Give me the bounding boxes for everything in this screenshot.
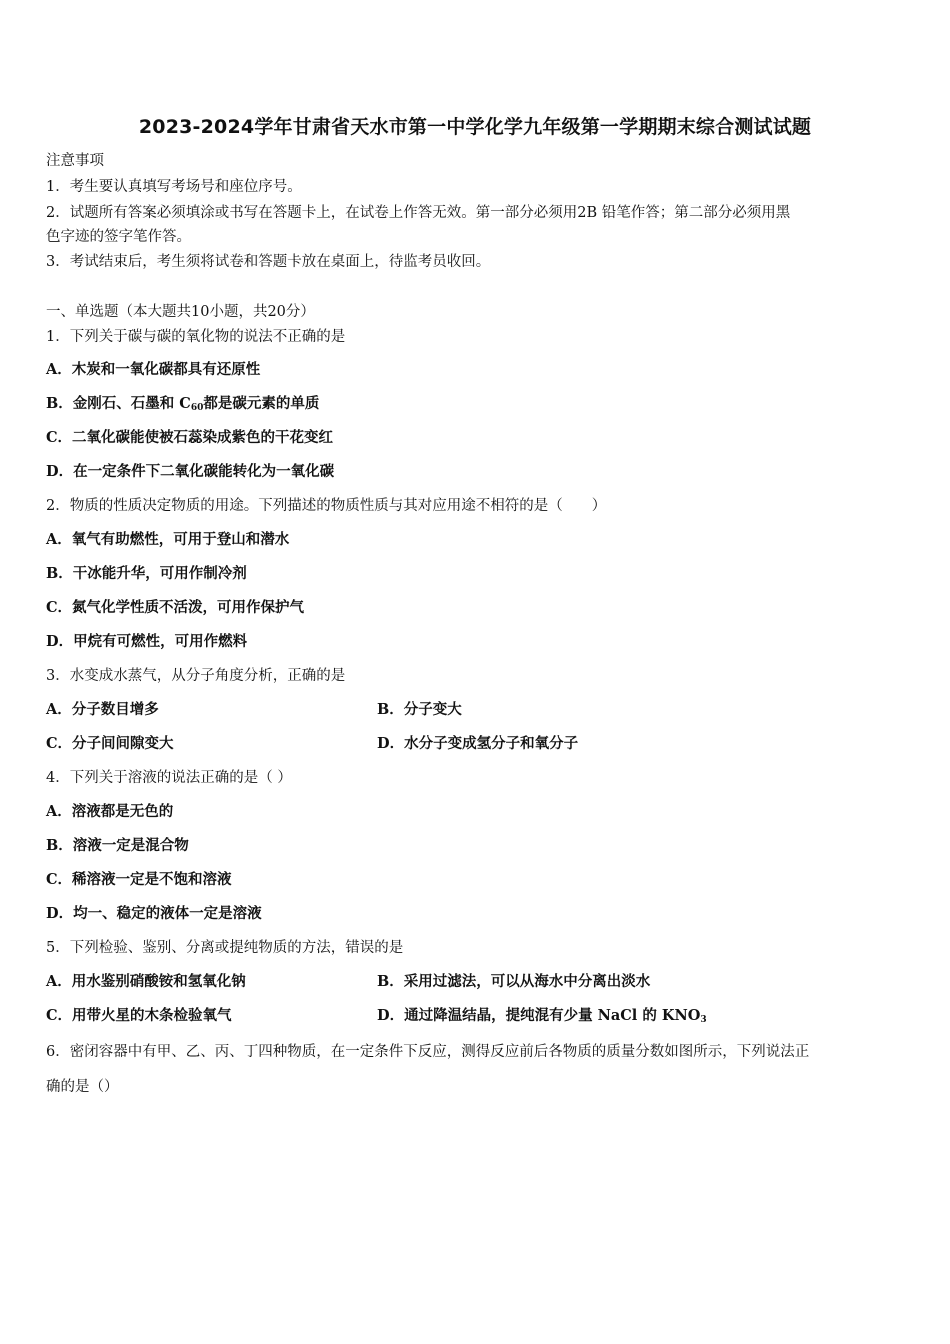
q5-option-d bbox=[377, 1006, 707, 1030]
q1-option-d: D．在一定条件下二氧化碳能转化为一氧化碳 bbox=[46, 463, 335, 480]
q5-option-d-text: D．通过降温结晶，提纯混有少量 NaCl 的 KNO bbox=[377, 1007, 701, 1024]
q2-option-c: C．氮气化学性质不活泼，可用作保护气 bbox=[46, 599, 305, 616]
q1-option-c: C．二氧化碳能使被石蕊染成紫色的干花变红 bbox=[46, 429, 334, 446]
q1-option-b-tail: 都是碳元素的单质 bbox=[203, 395, 320, 412]
question-2-stem: 2．物质的性质决定物质的用途。下列描述的物质性质与其对应用途不相符的是（ ） bbox=[46, 498, 607, 514]
notice-item-2: 2．试题所有答案必须填涂或书写在答题卡上，在试卷上作答无效。第一部分必须用2B 铅笔作答；第二部分必须用黑 bbox=[46, 205, 791, 221]
q5-option-b: B．采用过滤法，可以从海水中分离出淡水 bbox=[377, 973, 651, 990]
q3-option-b: B．分子变大 bbox=[377, 701, 462, 718]
q1-option-a: A．木炭和一氧化碳都具有还原性 bbox=[46, 361, 261, 378]
q5-option-c: C．用带火星的木条检验氧气 bbox=[46, 1007, 232, 1024]
question-1-stem: 1．下列关于碳与碳的氧化物的说法不正确的是 bbox=[46, 329, 346, 345]
q5-option-a: A．用水鉴别硝酸铵和氢氧化钠 bbox=[46, 973, 246, 990]
question-4-stem: 4．下列关于溶液的说法正确的是（ ） bbox=[46, 770, 292, 786]
question-6-stem-line1: 6．密闭容器中有甲、乙、丙、丁四种物质，在一定条件下反应，测得反应前后各物质的质量分数如图所示，下列说法正 bbox=[46, 1044, 810, 1060]
notice-item-2-cont: 色字迹的签字笔作答。 bbox=[46, 229, 191, 245]
q5-option-d-sub: 3 bbox=[700, 1015, 707, 1025]
q4-option-c: C．稀溶液一定是不饱和溶液 bbox=[46, 871, 232, 888]
question-3-stem: 3．水变成水蒸气，从分子角度分析，正确的是 bbox=[46, 668, 346, 684]
q1-option-b bbox=[46, 394, 319, 418]
question-6-stem-line2: 确的是（） bbox=[46, 1079, 119, 1095]
notice-heading: 注意事项 bbox=[46, 153, 104, 169]
q3-option-c: C．分子间间隙变大 bbox=[46, 735, 174, 752]
q4-option-b: B．溶液一定是混合物 bbox=[46, 837, 189, 854]
q1-option-b-text: B．金刚石、石墨和 C bbox=[46, 395, 191, 412]
q1-option-b-sub: 60 bbox=[190, 403, 204, 413]
q3-option-d: D．水分子变成氢分子和氧分子 bbox=[377, 735, 579, 752]
q4-option-d: D．均一、稳定的液体一定是溶液 bbox=[46, 905, 262, 922]
page-title: 2023-2024学年甘肃省天水市第一中学化学九年级第一学期期末综合测试试题 bbox=[138, 116, 812, 138]
q4-option-a: A．溶液都是无色的 bbox=[46, 803, 174, 820]
section-heading: 一、单选题（本大题共10小题，共20分） bbox=[46, 304, 315, 320]
q3-option-a: A．分子数目增多 bbox=[46, 701, 159, 718]
q2-option-b: B．干冰能升华，可用作制冷剂 bbox=[46, 565, 247, 582]
question-5-stem: 5．下列检验、鉴别、分离或提纯物质的方法，错误的是 bbox=[46, 940, 404, 956]
notice-item-3: 3．考试结束后，考生须将试卷和答题卡放在桌面上，待监考员收回。 bbox=[46, 254, 491, 270]
q2-option-d: D．甲烷有可燃性，可用作燃料 bbox=[46, 633, 248, 650]
q2-option-a: A．氧气有助燃性，可用于登山和潜水 bbox=[46, 531, 290, 548]
notice-item-1: 1．考生要认真填写考场号和座位序号。 bbox=[46, 179, 302, 195]
